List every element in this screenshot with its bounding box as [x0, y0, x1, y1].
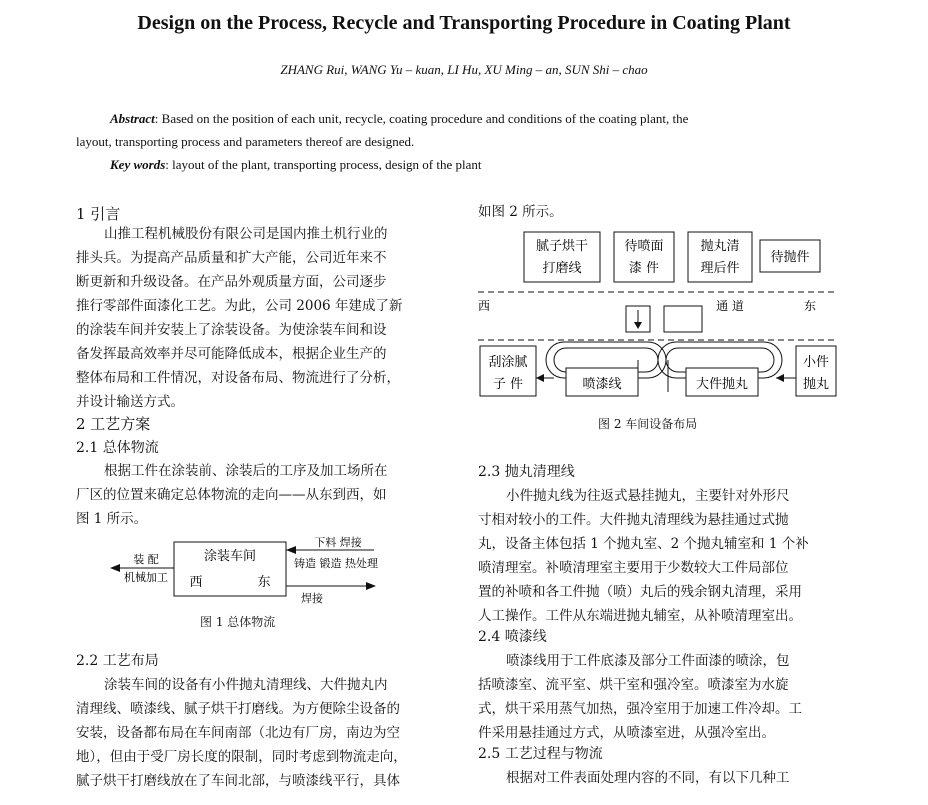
right-label-1: 下料 焊接	[314, 536, 362, 549]
paragraph-line: 喷漆线用于工件底漆及部分工件面漆的喷涂，包	[506, 653, 790, 669]
west-label: 西	[189, 575, 203, 590]
left-column	[76, 0, 448, 805]
right-label-3: 焊接	[301, 592, 323, 605]
paragraph-line: 括喷漆室、流平室、烘干室和强冷室。喷漆室为水旋	[478, 677, 789, 693]
paragraph-line: 根据对工件表面处理内容的不同，有以下几种工	[506, 770, 790, 786]
paragraph-line: 根据工件在涂装前、涂装后的工序及加工场所在	[104, 463, 388, 479]
subsection-heading: 2.4 喷漆线	[478, 629, 547, 645]
svg-text:漆 件: 漆 件	[628, 261, 660, 276]
paragraph-line: 喷清理室。补喷清理室主要用于少数较大工件局部位	[478, 560, 789, 576]
right-column	[478, 0, 850, 805]
subsection-heading: 2.2 工艺布局	[76, 653, 159, 669]
paragraph-line: 整体布局和工件情况，对设备布局、物流进行了分析，	[76, 370, 400, 386]
svg-text:喷漆线: 喷漆线	[582, 377, 622, 392]
svg-text:大件抛丸: 大件抛丸	[695, 377, 749, 392]
paragraph-line: 排头兵。为提高产品质量和扩大产能，公司近年来不	[76, 250, 387, 266]
paragraph-line: 厂区的位置来确定总体物流的走向——从东到西，如	[76, 487, 387, 503]
west-label: 西	[478, 299, 491, 313]
paragraph-line: 涂装车间的设备有小件抛丸清理线、大件抛丸内	[104, 677, 388, 693]
left-top-label: 装 配	[133, 553, 159, 566]
section-heading: 2 工艺方案	[76, 415, 151, 433]
abstract-label: Abstract	[110, 111, 155, 126]
paragraph-line: 小件抛丸线为往返式悬挂抛丸，主要针对外形尺	[506, 488, 790, 504]
figure-1-overall-logistics	[106, 536, 426, 606]
keywords-label: Key words	[110, 157, 166, 172]
author-list: ZHANG Rui, WANG Yu – kuan, LI Hu, XU Ming – an, SUN Shi – chao	[280, 62, 648, 77]
figure-reference: 如图 2 所示。	[478, 204, 563, 220]
figure-2-workshop-layout	[478, 228, 838, 400]
paragraph-line: 地），但由于受厂房长度的限制，同时考虑到物流走向，	[76, 749, 407, 765]
left-bottom-label: 机械加工	[124, 571, 168, 584]
section-heading: 1 引言	[76, 205, 121, 223]
east-label: 东	[257, 575, 271, 590]
arrow-head-bottom	[366, 582, 376, 590]
svg-text:子 件: 子 件	[492, 377, 524, 392]
svg-text:刮涂腻: 刮涂腻	[488, 355, 528, 370]
arrow-head-west	[110, 564, 120, 572]
arrow-head-top	[286, 546, 296, 554]
paragraph-line: 件采用悬挂通过方式，从喷漆室进，从强冷室出。	[478, 725, 775, 741]
subsection-heading: 2.5 工艺过程与物流	[478, 746, 603, 762]
svg-text:腻子烘干: 腻子烘干	[535, 239, 589, 254]
subsection-heading: 2.1 总体物流	[76, 440, 159, 456]
svg-text:待抛件: 待抛件	[770, 250, 810, 265]
aisle-label: 通 道	[716, 299, 744, 313]
svg-text:待喷面: 待喷面	[624, 239, 664, 254]
paragraph-line: 人工操作。工件从东端进抛丸辅室，从补喷清理室出。	[478, 608, 802, 624]
paragraph-line: 图 1 所示。	[76, 511, 148, 527]
transfer-box-2	[664, 306, 702, 332]
right-label-2: 铸造 锻造 热处理	[294, 557, 378, 570]
svg-text:理后件: 理后件	[700, 261, 740, 276]
east-label: 东	[804, 299, 817, 313]
svg-text:打磨线: 打磨线	[542, 261, 582, 276]
figure-1-caption: 图 1 总体物流	[200, 615, 276, 629]
paragraph-line: 寸相对较小的工件。大件抛丸清理线为悬挂通过式抛	[478, 512, 789, 528]
paragraph-line: 断更新和升级设备。在产品外观质量方面，公司逐步	[76, 274, 387, 290]
paragraph-line: 式，烘干采用蒸气加热，强冷室用于加速工件冷却。工	[478, 701, 802, 717]
paragraph-line: 置的补喷和各工件抛（喷）丸后的残余钢丸清理，采用	[478, 584, 802, 600]
svg-text:小件: 小件	[802, 355, 830, 370]
paragraph-line: 丸，设备主体包括 1 个抛丸室、2 个抛丸辅室和 1 个补	[478, 536, 809, 552]
subsection-heading: 2.3 抛丸清理线	[478, 464, 575, 480]
paragraph-line: 的涂装车间并安装上了涂装设备。为使涂装车间和设	[76, 322, 387, 338]
paper-title: Design on the Process, Recycle and Transporting Procedure in Coating Plant	[137, 12, 791, 34]
paragraph-line: 备发挥最高效率并尽可能降低成本，根据企业生产的	[76, 346, 387, 362]
svg-text:抛丸: 抛丸	[802, 377, 830, 392]
paragraph-line: 清理线、喷漆线、腻子烘干打磨线。为方便除尘设备的	[76, 701, 400, 717]
abstract-text: : Based on the position of each unit, recycle, coating procedure and conditions of the coating plant, the	[154, 111, 689, 126]
keywords-text: : layout of the plant, transporting process, design of the plant	[165, 157, 482, 172]
paragraph-line: 山推工程机械股份有限公司是国内推土机行业的	[104, 226, 388, 242]
svg-text:抛丸清: 抛丸清	[700, 239, 740, 254]
paragraph-line: 安装，设备都布局在车间南部（北边有厂房，南边为空	[76, 725, 400, 741]
paragraph-line: 推行零部件面漆化工艺。为此，公司 2006 年建成了新	[76, 298, 403, 314]
abstract-text-2: layout, transporting process and parameters thereof are designed.	[76, 134, 415, 149]
paragraph-line: 腻子烘干打磨线放在了车间北部，与喷漆线平行，具体	[76, 773, 400, 789]
workshop-label: 涂装车间	[203, 549, 257, 564]
paragraph-line: 并设计输送方式。	[76, 394, 184, 410]
figure-2-caption: 图 2 车间设备布局	[598, 417, 698, 431]
